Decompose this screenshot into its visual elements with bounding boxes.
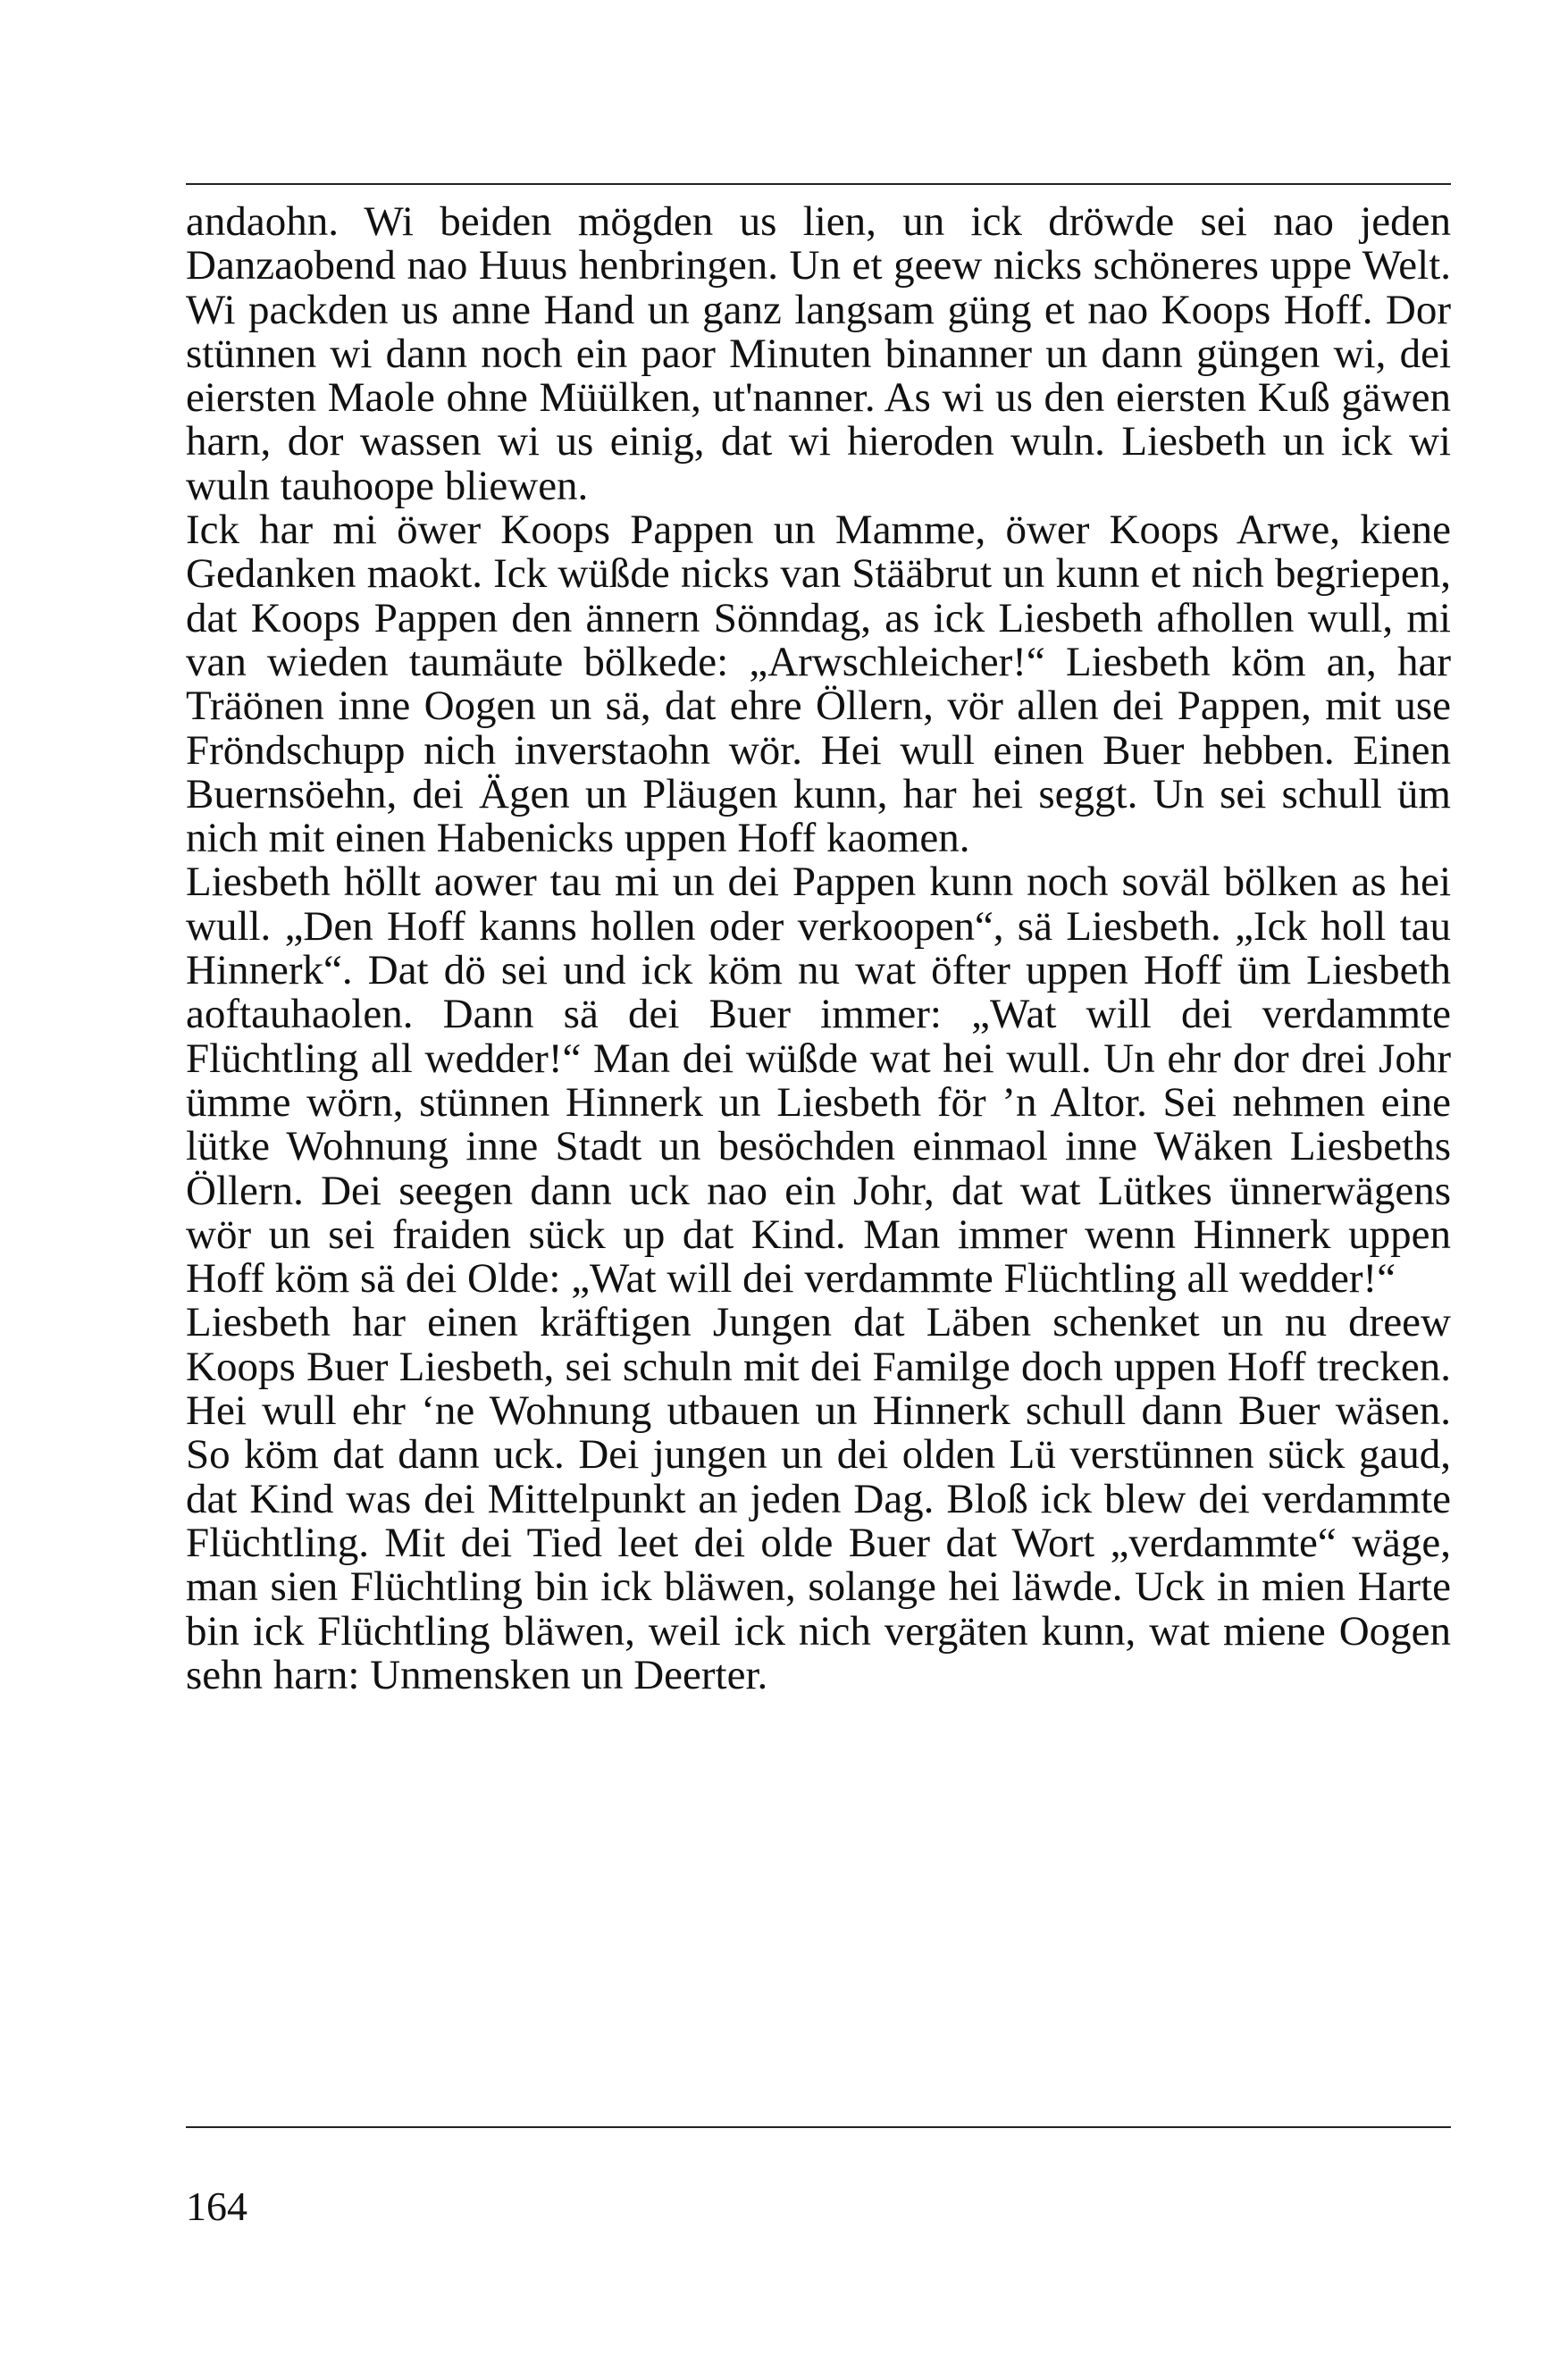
paragraph: Liesbeth höllt aower tau mi un dei Pappen kunn noch soväl bölken as hei wull. „Den Hoff kanns hollen oder verkoopen“, sä Liesbeth. „Ick holl tau Hinnerk“. Dat dö sei und ick köm nu wat öfter uppen Hoff üm Liesbeth aoftauhaolen. Dann sä dei Buer immer: „Wat will dei verdammte Flüchtling all wedder!“ Man dei wüßde wat hei wull. Un ehr dor drei Johr ümme wörn, stünnen Hinnerk un Liesbeth för ’n Altor. Sei nehmen eine lütke Wohnung inne Stadt un besöchden einmaol inne Wäken Liesbeths Öllern. Dei seegen dann uck nao ein Johr, dat wat Lütkes ünnerwägens wör un sei fraiden sück up dat Kind. Man immer wenn Hinnerk uppen Hoff köm sä dei Olde: „Wat will dei verdammte Flüchtling all wedder!“	[186, 859, 1451, 1303]
paragraph: andaohn. Wi beiden mögden us lien, un ick dröwde sei nao jeden Danzaobend nao Huus henbringen. Un et geew nicks schöneres uppe Welt. Wi packden us anne Hand un ganz langsam güng et nao Koops Hoff. Dor stünnen wi dann noch ein paor Minuten binanner un dann güngen wi, dei eiersten Maole ohne Müülken, ut'nanner. As wi us den eiersten Kuß gäwen harn, dor wassen wi us einig, dat wi hieroden wuln. Liesbeth un ick wi wuln tauhoope bliewen.	[186, 198, 1451, 509]
body-text	[186, 200, 1451, 1697]
page-number: 164	[186, 2183, 247, 2229]
bottom-rule	[186, 2126, 1451, 2128]
paragraph: Ick har mi öwer Koops Pappen un Mamme, öwer Koops Arwe, kiene Gedanken maokt. Ick wüßde nicks van Stääbrut un kunn et nich begriepen, dat Koops Pappen den ännern Sönndag, as ick Liesbeth afhollen wull, mi van wieden taumäute bölkede: „Arwschleicher!“ Liesbeth köm an, har Träönen inne Oogen un sä, dat ehre Öllern, vör allen dei Pappen, mit use Fröndschupp nich inverstaohn wör. Hei wull einen Buer hebben. Einen Buernsöehn, dei Ägen un Pläugen kunn, har hei seggt. Un sei schull üm nich mit einen Habenicks uppen Hoff kaomen.	[186, 507, 1451, 862]
top-rule	[186, 183, 1451, 185]
paragraph: Liesbeth har einen kräftigen Jungen dat Läben schenket un nu dreew Koops Buer Liesbeth, sei schuln mit dei Familge doch uppen Hoff trecken. Hei wull ehr ‘ne Wohnung utbauen un Hinnerk schull dann Buer wäsen. So köm dat dann uck. Dei jungen un dei olden Lü verstünnen sück gaud, dat Kind was dei Mittelpunkt an jeden Dag. Bloß ick blew dei verdammte Flüchtling. Mit dei Tied leet dei olde Buer dat Wort „verdammte“ wäge, man sien Flüchtling bin ick bläwen, solange hei läwde. Uck in mien Harte bin ick Flüchtling bläwen, weil ick nich vergäten kunn, wat miene Oogen sehn harn: Unmensken un Deerter.	[186, 1299, 1451, 1698]
